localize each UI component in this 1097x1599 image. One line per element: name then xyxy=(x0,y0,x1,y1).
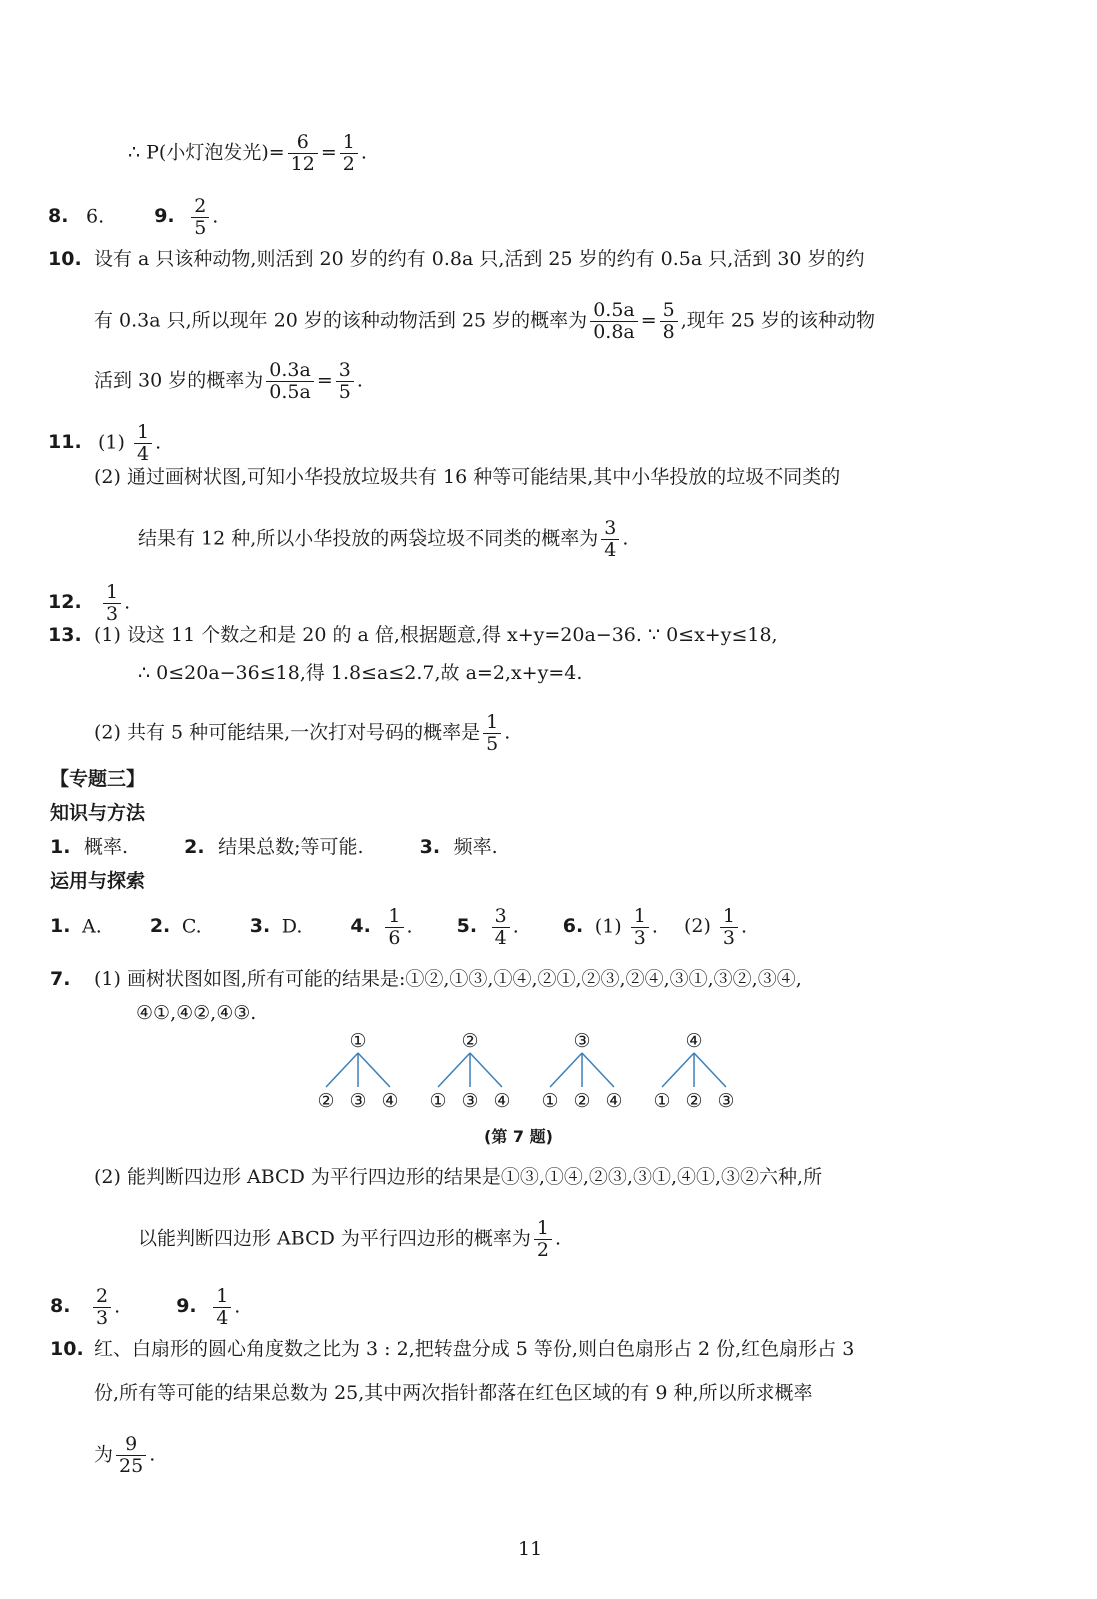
tree-branch xyxy=(550,1053,582,1087)
fraction: $\frac{1}{3}$ xyxy=(720,906,738,949)
fraction: $\frac{1}{4}$ xyxy=(213,1286,231,1329)
tree-branch xyxy=(662,1053,694,1087)
a7-part2-line2: 以能判断四边形 ABCD 为平行四边形的概率为 $\frac{1}{2}$ . xyxy=(138,1217,562,1261)
q8-q9-answers: 8. 6. 9. $\frac{2}{5}$ . xyxy=(48,195,219,239)
a10-line1: 10. 红、白扇形的圆心角度数之比为 3 : 2,把转盘分成 5 等份,则白色扇形占 2 份,红色扇形占 3 xyxy=(50,1338,855,1360)
fraction: $\frac{5}{8}$ xyxy=(660,300,678,343)
fraction: $\frac{2}{5}$ xyxy=(191,196,209,239)
tree-leaf-node: ④ xyxy=(493,1090,511,1112)
tree-root-node: ① xyxy=(349,1030,367,1052)
section-heading-knowledge: 知识与方法 xyxy=(50,802,146,824)
fraction: $\frac{1}{2}$ xyxy=(534,1218,552,1261)
section-heading-apply: 运用与探索 xyxy=(50,870,146,892)
tree-leaf-node: ④ xyxy=(605,1090,623,1112)
fraction: $\frac{3}{5}$ xyxy=(336,360,354,403)
q10-line1: 10. 设有 a 只该种动物,则活到 20 岁的约有 0.8a 只,活到 25 岁的约有 0.5a 只,活到 30 岁的约 xyxy=(48,248,865,270)
tree-leaf-node: ① xyxy=(653,1090,671,1112)
tree-leaf-node: ④ xyxy=(381,1090,399,1112)
tree-diagram xyxy=(300,1025,750,1125)
page-number: 11 xyxy=(518,1538,543,1560)
fraction: $\frac{0.5a}{0.8a}$ xyxy=(590,300,638,343)
fraction: $\frac{1}{6}$ xyxy=(385,906,403,949)
tree-leaf-node: ② xyxy=(317,1090,335,1112)
tree-branch xyxy=(326,1053,358,1087)
tree-leaf-node: ③ xyxy=(717,1090,735,1112)
fraction: $\frac{1}{5}$ xyxy=(483,712,501,755)
tree-root-node: ③ xyxy=(573,1030,591,1052)
tree-root-node: ② xyxy=(461,1030,479,1052)
q10-line2: 有 0.3a 只,所以现年 20 岁的该种动物活到 25 岁的概率为 $\frac{0.5a}{0.8a}$ = $\frac{5}{8}$ ,现年 25 岁的该种动物 xyxy=(94,299,876,343)
a7-part2-line1: (2) 能判断四边形 ABCD 为平行四边形的结果是①③,①④,②③,③①,④①,③②六种,所 xyxy=(94,1166,823,1188)
fraction: $\frac{0.3a}{0.5a}$ xyxy=(266,360,314,403)
fraction: $\frac{3}{4}$ xyxy=(492,906,510,949)
tree-leaf-node: ① xyxy=(429,1090,447,1112)
a10-line2: 份,所有等可能的结果总数为 25,其中两次指针都落在红色区域的有 9 种,所以所求概率 xyxy=(94,1382,813,1404)
q10-line3: 活到 30 岁的概率为 $\frac{0.3a}{0.5a}$ = $\frac{3}{5}$ . xyxy=(94,359,363,403)
q13-line2: ∴ 0≤20a−36≤18,得 1.8≤a≤2.7,故 a=2,x+y=4. xyxy=(138,662,583,684)
fraction: $\frac{1}{3}$ xyxy=(631,906,649,949)
tree-branch xyxy=(582,1053,614,1087)
q13-line1: 13. (1) 设这 11 个数之和是 20 的 a 倍,根据题意,得 x+y=20a−36. ∵ 0≤x+y≤18, xyxy=(48,624,778,646)
topic-heading: 【专题三】 xyxy=(50,768,146,790)
q11-part2-line1: (2) 通过画树状图,可知小华投放垃圾共有 16 种等可能结果,其中小华投放的垃圾不同类的 xyxy=(94,466,841,488)
tree-branch xyxy=(694,1053,726,1087)
fraction: $\frac{1}{3}$ xyxy=(103,582,121,625)
apply-answers-1-6: 1. A. 2. C. 3. D. 4. $\frac{1}{6}$ . 5. $\frac{3}{4}$ . 6. (1) $\frac{1}{3}$ . (2) $\frac{1}{3}$ . xyxy=(50,905,748,949)
fraction: $\frac{1}{2}$ xyxy=(340,132,358,175)
q11-part1: 11. (1) $\frac{1}{4}$ . xyxy=(48,421,162,465)
q12-answer: 12. $\frac{1}{3}$ . xyxy=(48,581,131,625)
a7-line2: ④①,④②,④③. xyxy=(136,1002,257,1024)
tree-leaf-node: ② xyxy=(685,1090,703,1112)
tree-branch xyxy=(438,1053,470,1087)
tree-leaf-node: ③ xyxy=(349,1090,367,1112)
tree-branch xyxy=(358,1053,390,1087)
q13-part2: (2) 共有 5 种可能结果,一次打对号码的概率是 $\frac{1}{5}$ . xyxy=(94,711,511,755)
fraction: $\frac{3}{4}$ xyxy=(601,518,619,561)
knowledge-answers: 1. 概率. 2. 结果总数;等可能. 3. 频率. xyxy=(50,836,498,858)
a8-a9-answers: 8. $\frac{2}{3}$ . 9. $\frac{1}{4}$ . xyxy=(50,1285,241,1329)
q7-conclusion: ∴ P(小灯泡发光)= $\frac{6}{12}$ = $\frac{1}{2}$ . xyxy=(128,131,367,175)
tree-leaf-node: ② xyxy=(573,1090,591,1112)
q11-part2-line2: 结果有 12 种,所以小华投放的两袋垃圾不同类的概率为 $\frac{3}{4}$ . xyxy=(138,517,629,561)
fraction: $\frac{2}{3}$ xyxy=(93,1286,111,1329)
a7-line1: 7. (1) 画树状图如图,所有可能的结果是:①②,①③,①④,②①,②③,②④,③①,③②,③④, xyxy=(50,968,802,990)
figure-caption: (第 7 题) xyxy=(484,1127,553,1146)
tree-leaf-node: ③ xyxy=(461,1090,479,1112)
fraction: $\frac{6}{12}$ xyxy=(288,132,318,175)
fraction: $\frac{9}{25}$ xyxy=(116,1434,146,1477)
a10-line3: 为 $\frac{9}{25}$ . xyxy=(94,1433,156,1477)
fraction: $\frac{1}{4}$ xyxy=(134,422,152,465)
tree-leaf-node: ① xyxy=(541,1090,559,1112)
tree-root-node: ④ xyxy=(685,1030,703,1052)
tree-branch xyxy=(470,1053,502,1087)
